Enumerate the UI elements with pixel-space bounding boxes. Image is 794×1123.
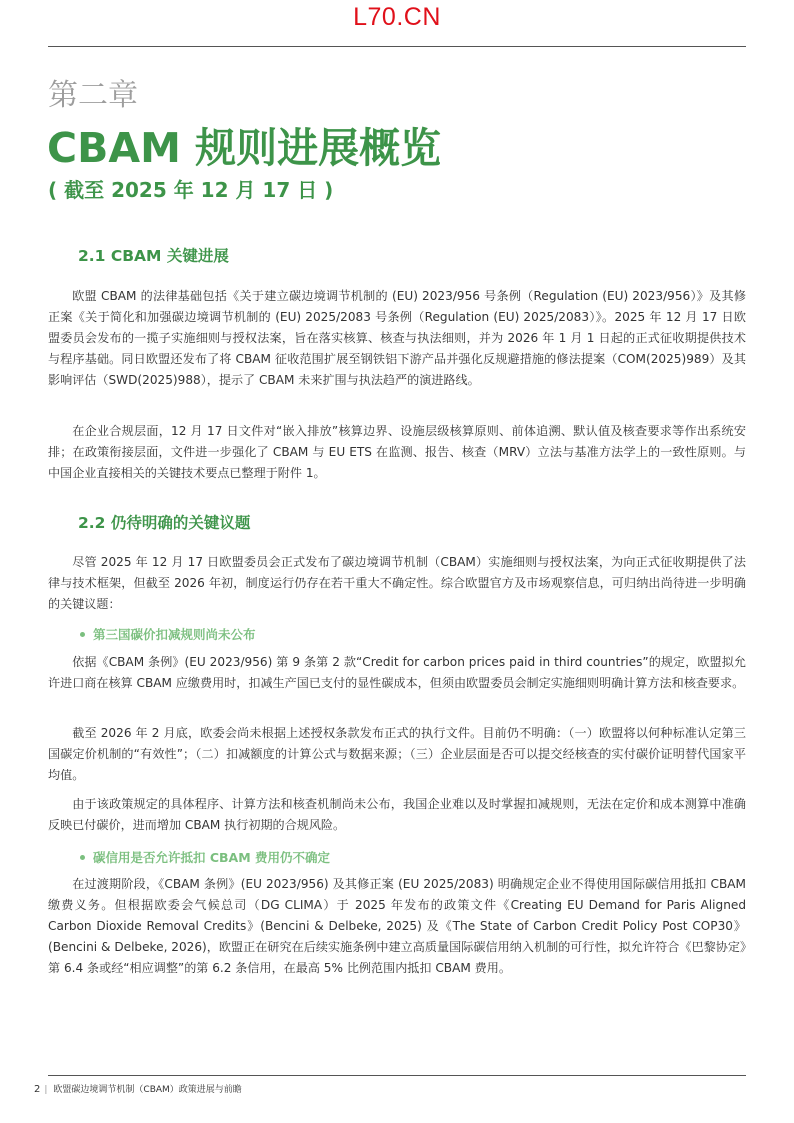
paragraph: 尽管 2025 年 12 月 17 日欧盟委员会正式发布了碳边境调节机制（CBAM）实施细则与授权法案，为向正式征收期提供了法律与技术框架，但截至 2026 年初，制度运行仍存在若干重大不确定性。综合欧盟官方及市场观察信息，可归纳出尚待进一步明确的关键议题： <box>48 555 746 611</box>
paragraph: 在过渡期阶段，《CBAM 条例》(EU 2023/956) 及其修正案 (EU 2025/2083) 明确规定企业不得使用国际碳信用抵扣 CBAM 缴费义务。但根据欧委会气候总司（DG CLIMA）于 2025 年发布的政策文件《Creating EU Demand for Paris Aligned Carbon Dioxide Removal Credits》(Bencini & Delbeke, 2025) 及《The State of Carbon Credit Policy Post COP30》(Bencini & Delbeke, 2026)，欧盟正在研究在后续实施条例中建立高质量国际碳信用纳入机制的可行性，拟允许符合《巴黎协定》第 6.4 条或经“相应调整”的第 6.2 条信用，在最高 5% 比例范围内抵扣 CBAM 费用。 <box>48 877 746 975</box>
section-heading-2-1: 2.1 CBAM 关键进展 <box>78 247 229 265</box>
top-divider <box>48 46 746 47</box>
bullet-heading <box>80 848 330 868</box>
paragraph: 截至 2026 年 2 月底，欧委会尚未根据上述授权条款发布正式的执行文件。目前仍不明确：（一）欧盟将以何种标准认定第三国碳定价机制的“有效性”；（二）扣减额度的计算公式与数据来源；（三）企业层面是否可以提交经核查的实付碳价证明替代国家平均值。 <box>48 726 746 782</box>
page-title: CBAM 规则进展概览 <box>47 124 442 172</box>
bullet-dot-icon <box>80 855 85 860</box>
page-footer <box>34 1083 242 1097</box>
paragraph: 欧盟 CBAM 的法律基础包括《关于建立碳边境调节机制的 (EU) 2023/956 号条例（Regulation (EU) 2023/956）》及其修正案《关于简化和加强碳边境调节机制的 (EU) 2025/2083 号条例（Regulation (EU) 2025/2083）》。2025 年 12 月 17 日欧盟委员会发布的一揽子实施细则与授权法案，旨在落实核算、核查与执法细则，并为 2026 年 1 月 1 日起的正式征收期提供技术与程序基础。同日欧盟还发布了将 CBAM 征收范围扩展至钢铁铝下游产品并强化反规避措施的修法提案（COM(2025)989）及其影响评估（SWD(2025)988），提示了 CBAM 未来扩围与执法趋严的演进路线。 <box>48 289 746 387</box>
bullet-dot-icon <box>80 632 85 637</box>
paragraph: 由于该政策规定的具体程序、计算方法和核查机制尚未公布，我国企业难以及时掌握扣减规则，无法在定价和成本测算中准确反映已付碳价，进而增加 CBAM 执行初期的合规风险。 <box>48 797 746 832</box>
bullet-heading <box>80 625 256 645</box>
date-subtitle: ( 截至 2025 年 12 月 17 日 ) <box>48 178 334 202</box>
footer-separator: | <box>44 1085 48 1095</box>
page-number: 2 <box>34 1084 41 1095</box>
bullet-heading-text: 第三国碳价扣减规则尚未公布 <box>93 627 256 642</box>
watermark-text: L70.CN <box>353 3 441 31</box>
bottom-divider <box>48 1075 746 1076</box>
footer-text: 欧盟碳边境调节机制（CBAM）政策进展与前瞻 <box>53 1085 242 1095</box>
section-heading-2-2: 2.2 仍待明确的关键议题 <box>78 514 251 532</box>
chapter-label: 第二章 <box>48 78 138 113</box>
bullet-heading-text: 碳信用是否允许抵扣 CBAM 费用仍不确定 <box>93 850 331 865</box>
paragraph: 依据《CBAM 条例》(EU 2023/956) 第 9 条第 2 款“Credit for carbon prices paid in third countries”的规定，欧盟拟允许进口商在核算 CBAM 应缴费用时，扣减生产国已支付的显性碳成本，但须由欧盟委员会制定实施细则明确计算方法和核查要求。 <box>48 655 746 690</box>
paragraph: 在企业合规层面，12 月 17 日文件对“嵌入排放”核算边界、设施层级核算原则、前体追溯、默认值及核查要求等作出系统安排；在政策衔接层面，文件进一步强化了 CBAM 与 EU ETS 在监测、报告、核查（MRV）立法与基准方法学上的一致性原则。与中国企业直接相关的关键技术要点已整理于附件 1。 <box>48 424 746 480</box>
